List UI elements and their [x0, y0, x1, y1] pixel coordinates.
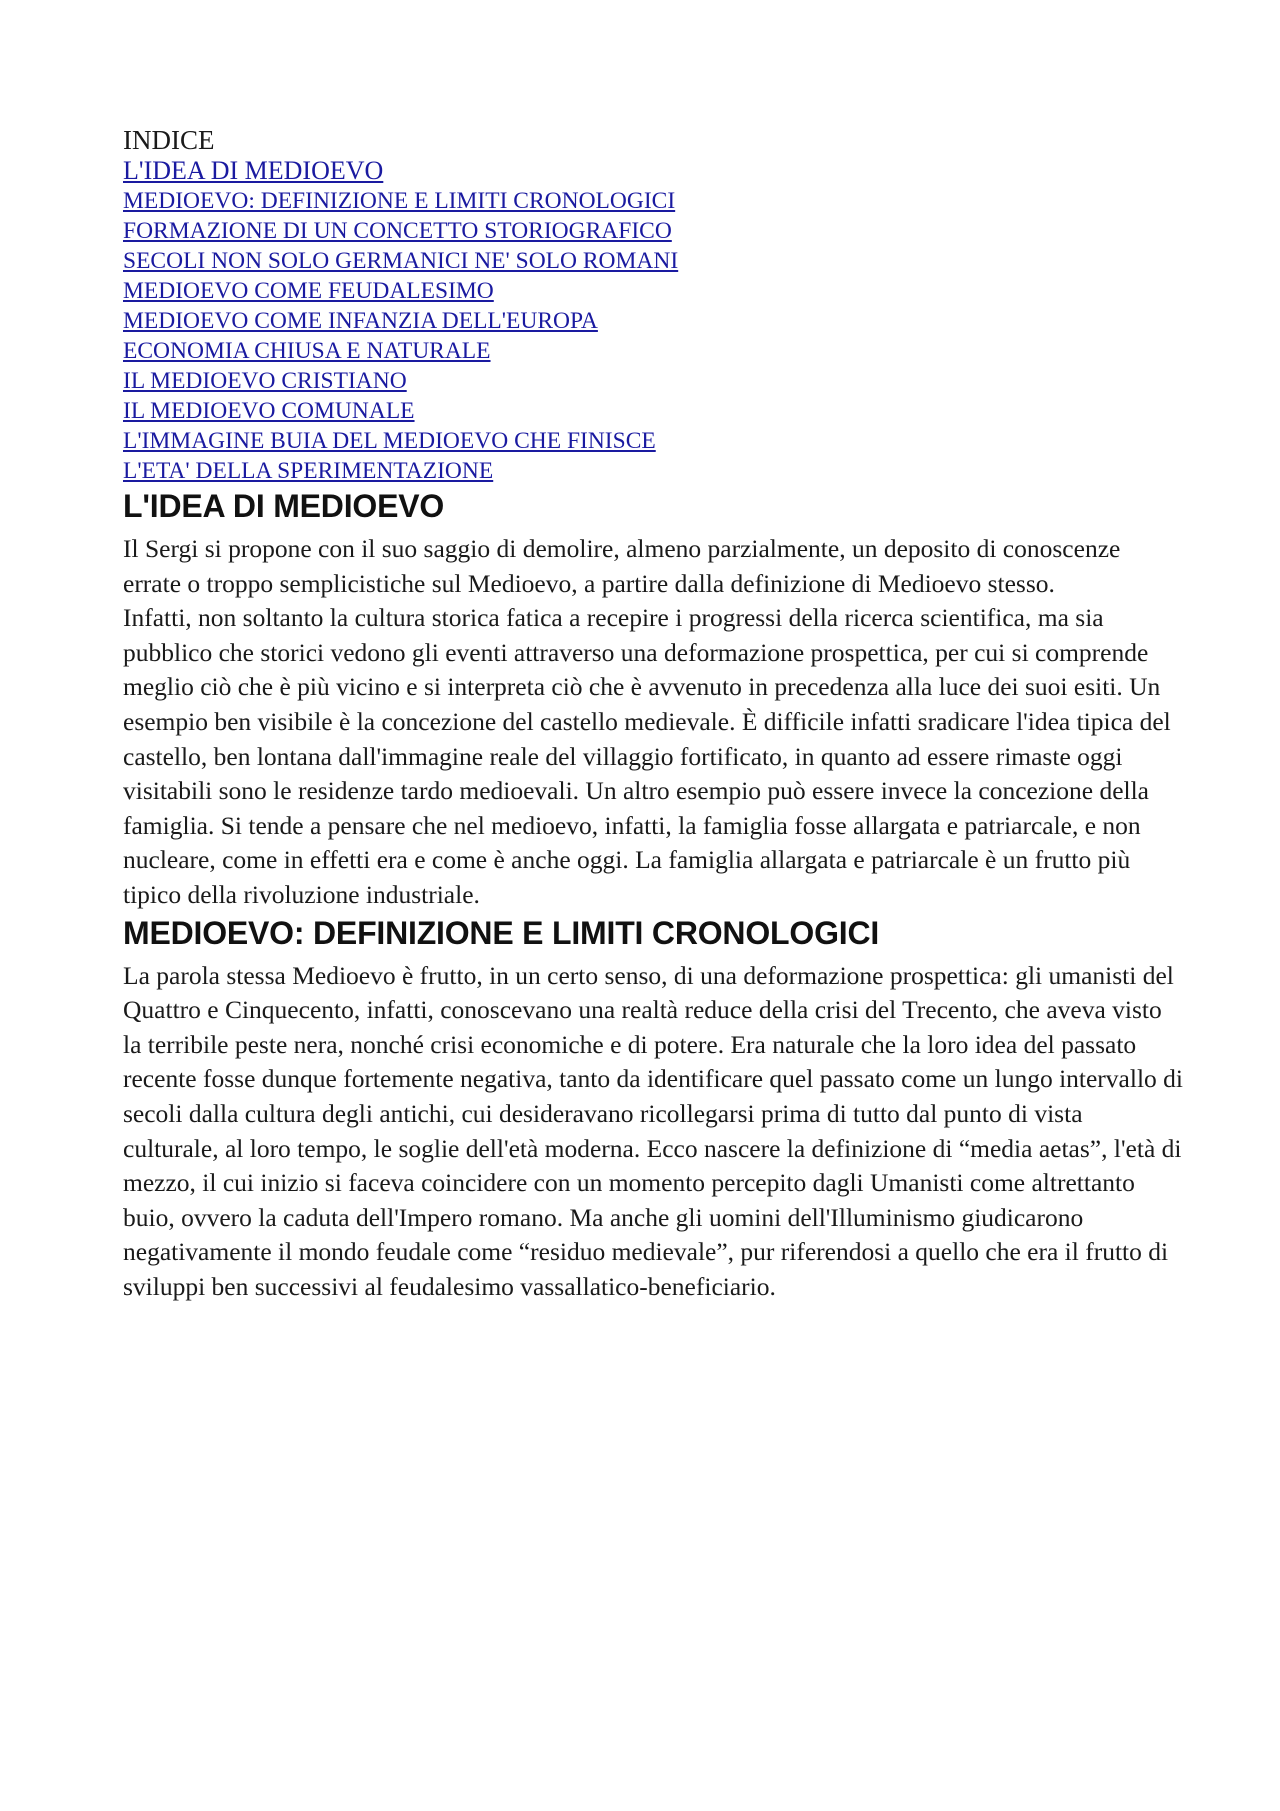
paragraph: La parola stessa Medioevo è frutto, in un certo senso, di una deformazione prospettica: gli umanisti del Quattro e Cinquecento, infatti, conoscevano una realtà reduce della crisi del Trecento, che aveva visto la terribile peste nera, nonché crisi economiche e di potere. Era naturale che la loro idea del passato recente fosse dunque fortemente negativa, tanto da identificare quel passato come un lungo intervallo di secoli dalla cultura degli antichi, cui desideravano ricollegarsi prima di tutto dal punto di vista culturale, al loro tempo, le soglie dell'età moderna. Ecco nascere la definizione di “media aetas”, l'età di mezzo, il cui inizio si faceva coincidere con un momento percepito dagli Umanisti come altrettanto buio, ovvero la caduta dell'Impero romano. Ma anche gli uomini dell'Illuminismo giudicarono negativamente il mondo feudale come “residuo medievale”, pur riferendosi a quello che era il frutto di sviluppi ben successivi al feudalesimo vassallatico-beneficiario. — [123, 960, 1183, 1301]
document-page — [123, 124, 1183, 1304]
table-of-contents — [123, 124, 1183, 486]
paragraph: Il Sergi si propone con il suo saggio di demolire, almeno parzialmente, un deposito di conoscenze errate o troppo semplicistiche sul Medioevo, a partire dalla definizione di Medioevo stesso. — [123, 534, 1121, 598]
toc-item — [123, 276, 1183, 306]
toc-item — [123, 366, 1183, 396]
toc-link-sperimentazione[interactable]: L'ETA' DELLA SPERIMENTAZIONE — [123, 458, 494, 484]
toc-item — [123, 246, 1183, 276]
toc-item — [123, 456, 1183, 486]
toc-title: INDICE — [123, 125, 215, 155]
toc-link-infanzia-europa[interactable]: MEDIOEVO COME INFANZIA DELL'EUROPA — [123, 308, 598, 334]
toc-link-secoli-germanici-romani[interactable]: SECOLI NON SOLO GERMANICI NE' SOLO ROMANI — [123, 248, 679, 274]
paragraph: Infatti, non soltanto la cultura storica fatica a recepire i progressi della ricerca scientifica, ma sia pubblico che storici vedono gli eventi attraverso una deformazione prospettica, per cui si comprende meglio ciò che è più vicino e si interpreta ciò che è avvenuto in precedenza alla luce dei suoi esiti. Un esempio ben visibile è la concezione del castello medievale. È difficile infatti sradicare l'idea tipica del castello, ben lontana dall'immagine reale del villaggio fortificato, in quanto ad essere rimaste oggi visitabili sono le residenze tardo medioevali. Un altro esempio può essere invece la concezione della famiglia. Si tende a pensare che nel medioevo, infatti, la famiglia fosse allargata e patriarcale, e non nucleare, come in effetti era e come è anche oggi. La famiglia allargata e patriarcale è un frutto più tipico della rivoluzione industriale. — [123, 603, 1171, 909]
toc-item — [123, 396, 1183, 426]
toc-link-definizione-limiti[interactable]: MEDIOEVO: DEFINIZIONE E LIMITI CRONOLOGICI — [123, 188, 676, 214]
toc-item — [123, 336, 1183, 366]
toc-item — [123, 156, 1183, 186]
toc-link-feudalesimo[interactable]: MEDIOEVO COME FEUDALESIMO — [123, 278, 494, 304]
section-idea-di-medioevo — [123, 486, 1183, 913]
section-definizione-limiti — [123, 913, 1183, 1305]
toc-item — [123, 216, 1183, 246]
toc-link-concetto-storiografico[interactable]: FORMAZIONE DI UN CONCETTO STORIOGRAFICO — [123, 218, 672, 244]
toc-list — [123, 156, 1183, 486]
toc-link-immagine-buia[interactable]: L'IMMAGINE BUIA DEL MEDIOEVO CHE FINISCE — [123, 428, 656, 454]
toc-link-idea-di-medioevo[interactable]: L'IDEA DI MEDIOEVO — [123, 156, 384, 185]
section-heading: L'IDEA DI MEDIOEVO — [123, 488, 445, 524]
toc-link-medioevo-comunale[interactable]: IL MEDIOEVO COMUNALE — [123, 398, 415, 424]
toc-item — [123, 186, 1183, 216]
section-heading: MEDIOEVO: DEFINIZIONE E LIMITI CRONOLOGICI — [123, 914, 880, 951]
toc-link-medioevo-cristiano[interactable]: IL MEDIOEVO CRISTIANO — [123, 368, 407, 394]
toc-link-economia-chiusa[interactable]: ECONOMIA CHIUSA E NATURALE — [123, 338, 491, 364]
toc-item — [123, 426, 1183, 456]
toc-item — [123, 306, 1183, 336]
